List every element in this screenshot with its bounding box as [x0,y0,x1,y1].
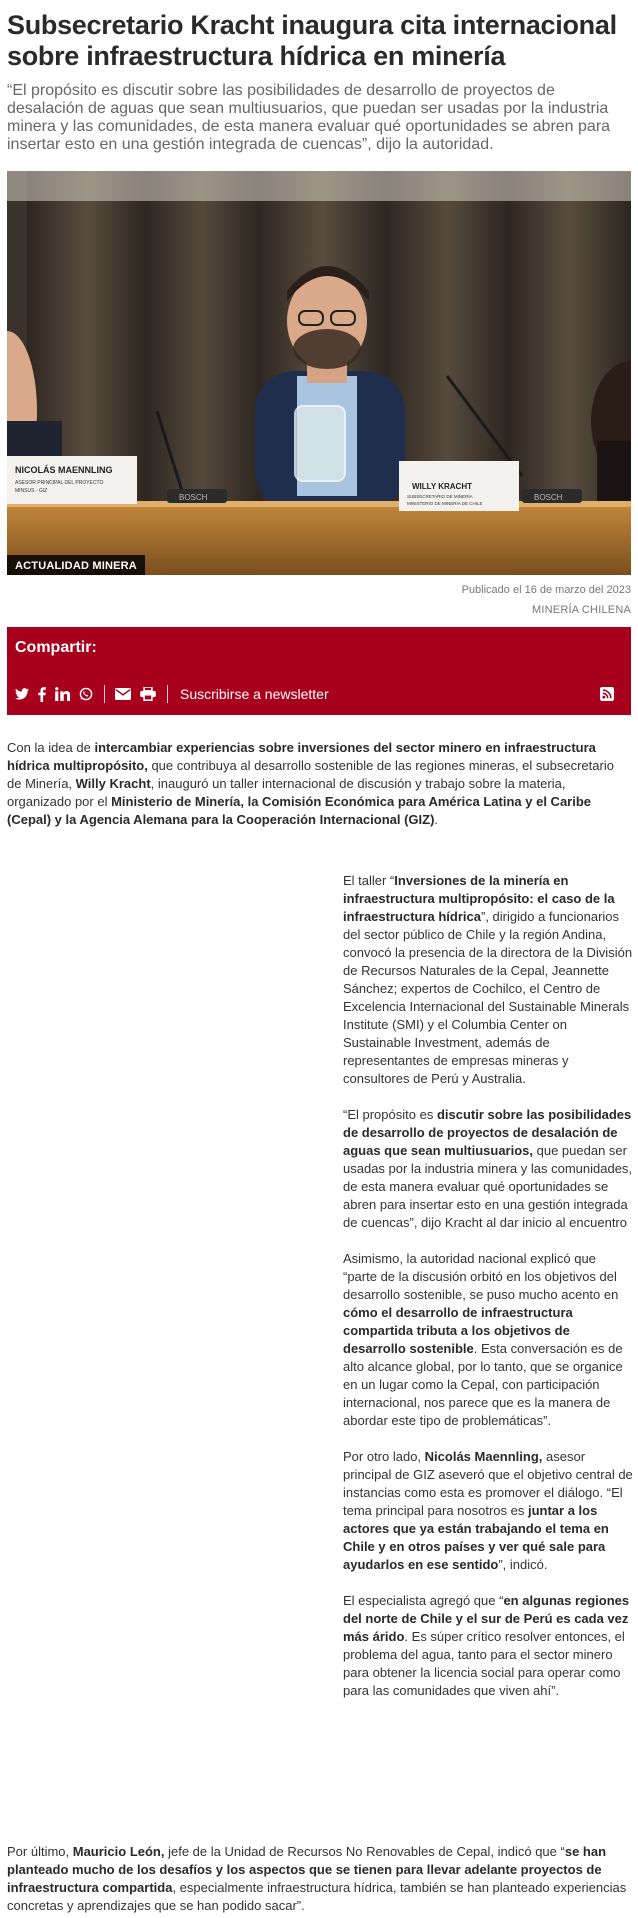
body-text: , inauguró un taller internacional de discusión y trabajo sobre la materia, organizado por el [7,776,566,809]
press-conference-photo [7,171,631,575]
email-icon[interactable] [115,685,131,703]
body-text: Por último, [7,1844,73,1859]
placard-right-name: WILLY KRACHT [412,482,472,491]
body-text: Asimismo, la autoridad nacional explicó que “parte de la discusión orbitó en los objetivos del desarrollo sostenible, se puso mucho acento en [343,1251,619,1302]
body-text: El especialista agregó que “ [343,1593,504,1608]
facebook-icon[interactable] [38,685,46,703]
placard-right-role1: SUBSECRETARIO DE MINERÍA [407,494,473,499]
article-side-column [343,872,633,1718]
twitter-icon[interactable] [15,685,29,703]
mic-brand-right: BOSCH [534,493,563,502]
body-text: que puedan ser usadas por la industria minera y las comunidades, de esta manera evaluar qué oportunidades se abren para insertar esto en una gestión integrada de cuencas”, dijo Kracht al dar inicio al encuentro [343,1143,633,1230]
bold-text: cómo el desarrollo de infraestructura compartida tributa a los objetivos de desarrollo sostenible [343,1305,573,1356]
share-title: Compartir: [15,639,97,656]
rss-icon[interactable] [600,685,614,703]
bold-text: se han planteado mucho de los desafíos y los aspectos que se tienen para llevar adelante proyectos de infraestructura compartida [7,1844,607,1895]
bold-text: Nicolás Maennling, [424,1449,543,1464]
body-text: . Esta conversación es de alto alcance global, por lo tanto, que se organice en un lugar como la Cepal, con participación internacional, nos parece que es la manera de abordar este tipo de problemáticas”. [343,1341,623,1428]
share-divider [104,685,105,703]
article-paragraph [7,739,631,829]
body-text: Por otro lado, [343,1449,425,1464]
bold-text: Ministerio de Minería, la Comisión Económica para América Latina y el Caribe (Cepal) y la Agencia Alemana para la Cooperación Internacional (GIZ) [7,794,592,827]
whatsapp-icon[interactable] [79,685,93,703]
body-text: El taller “ [343,873,395,888]
body-text: que contribuya al desarrollo sostenible de las regiones mineras, el subsecretario de Minería, [7,758,614,791]
article-paragraph [7,1843,631,1915]
body-text: ”, indicó. [498,1557,548,1572]
bold-text: Inversiones de la minería en infraestructura multipropósito: el caso de la infraestructura hídrica [343,873,615,924]
placard-left-name: NICOLÁS MAENNLING [15,465,113,475]
bold-text: Willy Kracht [75,776,151,791]
share-actions [15,685,623,703]
placard-right-role2: MINISTERIO DE MINERÍA DE CHILE [407,501,483,506]
bold-text: juntar a los actores que ya están trabajando el tema en Chile y en otros países y ver qué sale para ayudarlos en ese sentido [343,1503,609,1572]
body-text: , especialmente infraestructura hídrica, también se han planteado experiencias concretas y aprendizajes que se han podido sacar”. [7,1880,627,1913]
newsletter-link[interactable]: Suscribirse a newsletter [180,686,329,702]
body-text: “El propósito es [343,1107,437,1122]
article-paragraph [343,1448,633,1574]
article-source: MINERÍA CHILENA [532,604,631,616]
body-text: . Es súper crítico resolver entonces, el problema del agua, tanto para el sector minero para obtener la licencia social para operar como para las comunidades que viven ahí”. [343,1629,625,1698]
mic-brand-left: BOSCH [179,493,208,502]
photo-caption: ACTUALIDAD MINERA [7,555,145,575]
bold-text: discutir sobre las posibilidades de desarrollo de proyectos de desalación de aguas que sean multiusuarios, [343,1107,632,1158]
body-text: asesor principal de GIZ aseveró que el objetivo central de instancias como esta es promover el diálogo. “El tema principal para nosotros es [343,1449,633,1518]
body-text: Con la idea de [7,740,95,755]
body-text: ”, dirigido a funcionarios del sector público de Chile y la región Andina, convocó la presencia de la directora de la División de Recursos Naturales de la Cepal, Jeannette Sánchez; expertos de Cochilco, el Centro de Excelencia Internacional del Sustainable Minerals Institute (SMI) y el Columbia Center on Sustainable Investment, además de representantes de empresas mineras y consultores de Perú y Australia. [343,909,633,1086]
article-photo[interactable] [7,171,631,575]
placard-left-role1: ASESOR PRINCIPAL DEL PROYECTO [15,480,104,486]
linkedin-icon[interactable] [55,685,70,703]
bold-text: Mauricio León, [72,1844,165,1859]
placard-left-role2: MINSUS - GIZ [15,488,48,494]
print-icon[interactable] [140,685,156,703]
article-lede: “El propósito es discutir sobre las posibilidades de desarrollo de proyectos de desalación de aguas que sean multiusuarios, que puedan ser usadas por la industria minera y las comunidades, de esta manera evaluar qué oportunidades se abren para insertar esto en una gestión integrada de cuencas”, dijo la autoridad. [7,82,611,153]
article-title: Subsecretario Kracht inaugura cita internacional sobre infraestructura hídrica en minería [7,10,617,71]
article-paragraph [343,1106,633,1232]
bold-text: en algunas regiones del norte de Chile y el sur de Perú es cada vez más árido [343,1593,630,1644]
body-text: jefe de la Unidad de Recursos No Renovables de Cepal, indicó que “ [164,1844,565,1859]
body-text: . [434,812,439,827]
bold-text: intercambiar experiencias sobre inversiones del sector minero en infraestructura hídrica multipropósito, [7,740,596,773]
article-meta [7,583,631,617]
article-paragraph [343,872,633,1088]
share-divider [167,685,168,703]
publish-date: Publicado el 16 de marzo del 2023 [461,584,631,596]
article-paragraph [343,1592,633,1700]
article-paragraph [343,1250,633,1430]
share-bar [7,627,631,715]
